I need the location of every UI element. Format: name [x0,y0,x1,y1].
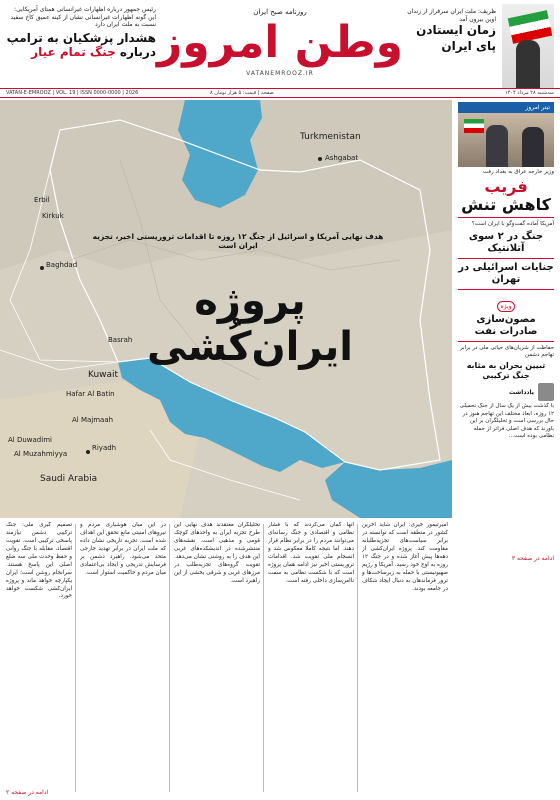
dateline-left: VATAN-E-EMROOZ | VOL. 19 | ISSN 0000-0000 | 2026 [6,90,139,96]
article-column-3: تحلیلگران معتقدند هدف نهایی این طرح تجزیه ایران به واحدهای کوچک قومی و مذهبی است. نقشه‌های منتشرشده در اندیشکده‌های غربی این هدف را به روشنی نشان می‌دهد. تقویت گروه‌های تجزیه‌طلب در مرزهای غربی و شرقی بخشی از این راهبرد است. [174,522,260,584]
person-figure [522,127,544,167]
right-sidebar [454,100,560,800]
author-avatar [538,383,554,401]
header-left-story[interactable] [6,6,156,59]
sidebar-headline-black[interactable]: کاهش تنش [461,195,551,215]
iran-flag-icon [464,119,484,133]
sidebar-item-1-kicker: آمریکا آماده گفت‌وگو با ایران است؟ [471,221,554,228]
sidebar-section-header: تیتر امروز [458,102,554,113]
masthead-subtitle: روزنامه صبح ایران [253,8,307,16]
label-baghdad: Baghdad [46,261,78,269]
person-figure [516,40,540,88]
sidebar-item-2-headline[interactable]: جنایات اسرائیلی در تهران [458,261,554,285]
divider [458,217,554,218]
article-column-5: تصمیم گیری ملی: جنگ ترکیبی دشمن نیازمند پاسخی ترکیبی است. تقویت اقتصاد، مقابله با جنگ روانی و حفظ وحدت ملی سه ضلع اصلی این پاسخ هستند. سرانجام روشن است؛ ایران یکپارچه خواهد ماند و پروژه ایران‌کشی شکست خواهد خورد. [6,522,72,600]
label-saudi-arabia: Saudi Arabia [40,474,98,484]
lead-kicker: هدف نهایی آمریکا و اسرائیل از جنگ ۱۲ روزه تا اقدامات تروریستی اخیر، تجزیه ایران است [92,232,384,250]
column-divider [357,524,358,792]
header-left-headline-pre: درباره [119,44,156,59]
sidebar-headline-red[interactable]: فریب [484,177,528,197]
header-right-headline-1: زمان ایستادن [416,23,496,37]
dateline-right: سه‌شنبه ۲۸ مرداد ۱۴۰۴ [505,90,554,96]
label-basrah: Basrah [108,336,133,344]
label-turkmenistan: Turkmenistan [300,132,361,142]
header-right-story[interactable] [404,4,554,96]
header-left-headline-2 [6,45,156,59]
label-al-majmaah: Al Majmaah [72,416,114,424]
lead-article-body [0,518,454,800]
masthead-header [0,0,560,100]
dateline-bar [0,88,560,98]
column-divider [75,524,76,792]
header-left-kicker: رئیس جمهور درباره اظهارات غیرانسانی همتای آمریکایی: این گونه اظهارات غیرانسانی نشان از کینه عمیق کاخ سفید نسبت به ملت ایران دارد [10,6,156,28]
label-ashgabat: Ashgabat [325,154,359,162]
masthead-url: VATANEMROOZ.IR [246,70,314,77]
label-kuwait: Kuwait [88,370,119,380]
sidebar-photo-caption: وزیر خارجه عراق به بغداد رفت [482,169,554,175]
special-badge: ویژه [497,301,514,312]
newspaper-masthead[interactable] [152,8,408,88]
article-column-2: آنها گمان می‌کردند که با فشار نظامی و اقتصادی و جنگ رسانه‌ای می‌توانند مردم را در برابر نظام قرار دهند. اما نتیجه کاملا معکوس شد و انسجام ملی تقویت شد. اقدامات تروریستی اخیر نیز ادامه همان پروژه است که با شکست نظامی به سمت ناامن‌سازی داخلی رفته است. [268,522,354,584]
label-hafar-al-batin: Hafar Al Batin [66,390,115,398]
sidebar-item-4-headline[interactable]: تبیین بحران به مثابه جنگ ترکیبی [466,361,546,381]
column-divider [169,524,170,792]
baghdad-marker-icon [40,266,44,270]
person-figure [486,125,508,167]
header-left-headline-red: جنگ تمام عیار [31,44,116,59]
divider [458,258,554,259]
article-column-1: امیرتیمور خیری: ایران شاید آخرین کشور در منطقه است که توانسته در برابر سیاست‌های تجزیه‌طلبانه مقاومت کند. پروژه ایران‌کشی از دهه‌ها پیش آغاز شده و در جنگ ۱۲ روزه به اوج خود رسید. آمریکا و رژیم صهیونیستی با حمله به زیرساخت‌ها و ترور فرماندهان به دنبال ایجاد شکاف در جامعه بودند. [362,522,448,592]
lead-headline[interactable]: پروژه ایران‌کُشی [147,278,353,370]
header-right-photo [502,4,554,88]
sidebar-photo[interactable] [458,113,554,167]
sidebar-continue-link[interactable]: ادامه در صفحه ۳ [511,555,554,563]
label-kirkuk: Kirkuk [42,212,64,220]
sidebar-item-1-headline[interactable]: جنگ در ۲ سوی آتلانتیک [468,230,544,254]
sidebar-item-4-kicker: حفاظت از شریان‌های حیاتی ملی در برابر تهاجم دشمن [459,344,554,358]
region-map [0,100,452,518]
label-al-muzahmiyya: Al Muzahmiyya [14,450,68,458]
label-erbil: Erbil [34,196,50,204]
divider [458,289,554,290]
dateline-middle: ۸ صفحه | قیمت: ۵ هزار تومان [210,90,274,96]
author-name: یادداشت [509,388,534,396]
author-byline [458,383,554,401]
article-column-4: در این میان هوشیاری مردم و نیروهای امنیتی مانع تحقق این اهداف شده است. تجربه تاریخی نشان داده که ملت ایران در برابر تهدید خارجی متحد می‌شود. راهبرد دشمن بر فرسایش تدریجی و ایجاد بی‌اعتمادی میان مردم و حاکمیت استوار است. [80,522,166,576]
label-al-duwadimi: Al Duwadimi [8,436,52,444]
header-left-headline: هشدار پزشکیان به ترامپ [6,30,156,45]
sidebar-body-text: با گذشت بیش از یک سال از جنگ تحمیلی ۱۲ روزه، ابعاد مختلف این تهاجم هنوز در حال بررسی است و تحلیلگران بر این باورند که هدف اصلی فراتر از حمله نظامی بوده است... [459,403,554,440]
column-divider [263,524,264,792]
label-riyadh: Riyadh [92,444,117,452]
masthead-logo: وطن امروز [156,17,404,68]
header-right-kicker: ظریف: ملت ایران سرفراز از زندان اوین بیرون آمد [407,8,496,23]
sidebar-item-3-headline[interactable]: مصون‌سازی صادرات نفت [474,313,538,337]
iran-flag-icon [508,10,553,44]
continue-link[interactable]: ادامه در صفحه ۲ [6,789,49,796]
ashgabat-marker-icon [318,157,322,161]
header-right-headline-2: پای ایران [441,38,496,53]
riyadh-marker-icon [86,450,90,454]
divider [458,341,554,342]
